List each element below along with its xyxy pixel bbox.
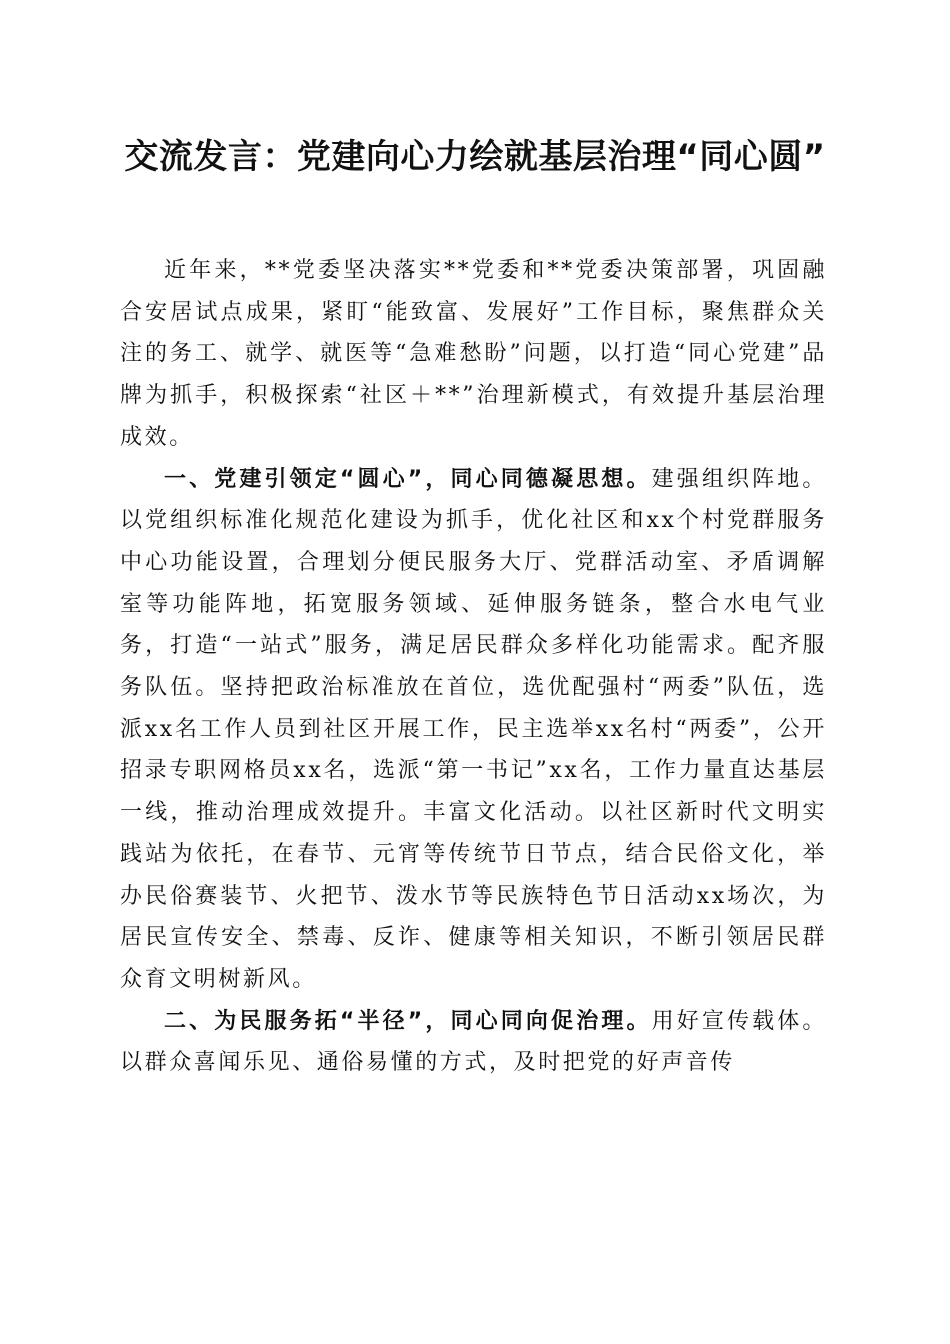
document-body [120, 250, 827, 1084]
section-one-paragraph [120, 459, 827, 1001]
intro-paragraph-text: 近年来，**党委坚决落实**党委和**党委决策部署，巩固融合安居试点成果，紧盯“能致富、发展好”工作目标，聚焦群众关注的务工、就学、就医等“急难愁盼”问题，以打造“同心党建”品牌为抓手，积极探索“社区＋**”治理新模式，有效提升基层治理成效。 [120, 258, 827, 450]
section-two-heading: 二、为民服务拓“半径”，同心同向促治理。 [164, 1008, 652, 1034]
section-one-heading: 一、党建引领定“圆心”，同心同德凝思想。 [164, 466, 652, 492]
section-two-paragraph [120, 1001, 827, 1084]
document-title: 交流发言：党建向心力绘就基层治理“同心圆” [124, 137, 826, 177]
section-two-text: 用好宣传载体。以群众喜闻乐见、通俗易懂的方式，及时把党的好声音传 [120, 1008, 827, 1076]
intro-paragraph [120, 250, 827, 459]
section-one-text: 建强组织阵地。以党组织标准化规范化建设为抓手，优化社区和xx个村党群服务中心功能设置，合理划分便民服务大厅、党群活动室、矛盾调解室等功能阵地，拓宽服务领域、延伸服务链条，整合水电气业务，打造“一站式”服务，满足居民群众多样化功能需求。配齐服务队伍。坚持把政治标准放在首位，选优配强村“两委”队伍，选派xx名工作人员到社区开展工作，民主选举xx名村“两委”，公开招录专职网格员xx名，选派“第一书记”xx名，工作力量直达基层一线，推动治理成效提升。丰富文化活动。以社区新时代文明实践站为依托，在春节、元宵等传统节日节点，结合民俗文化，举办民俗赛装节、火把节、泼水节等民族特色节日活动xx场次，为居民宣传安全、禁毒、反诈、健康等相关知识，不断引领居民群众育文明树新风。 [120, 466, 827, 992]
